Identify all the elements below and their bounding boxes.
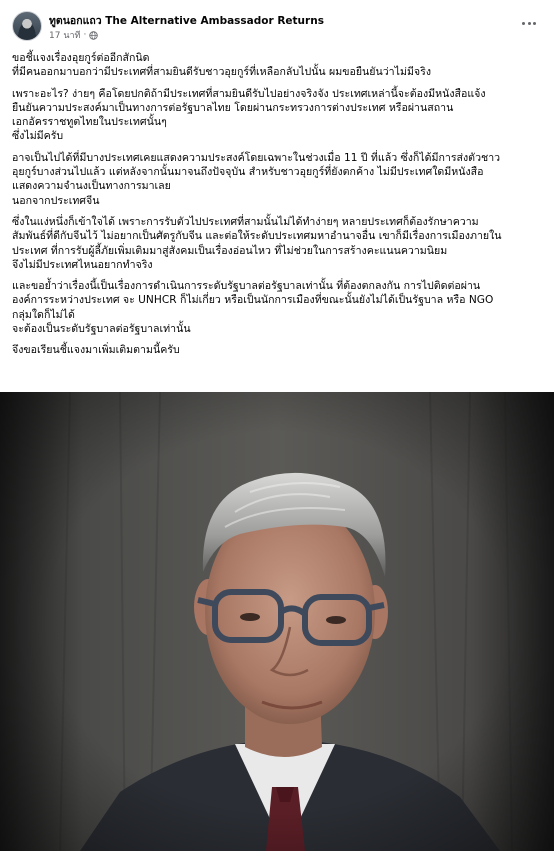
text-line: แสดงความจำนงเป็นทางการมาเลย xyxy=(12,180,171,193)
text-line: จึงไม่มีประเทศไหนอยากทำจริง xyxy=(12,258,153,271)
text-line: จะต้องเป็นระดับรัฐบาลต่อรัฐบาลเท่านั้น xyxy=(12,323,191,336)
paragraph xyxy=(12,279,544,336)
portrait-photo xyxy=(0,392,554,851)
text-line: องค์การระหว่างประเทศ จะ UNHCR ก็ไม่เกี่ยว หรือเป็นนักการเมืองที่ขณะนั้นยังไม่ได้เป็นรัฐบาล หรือ NGO xyxy=(12,294,494,307)
text-line: จึงขอเรียนชี้แจงมาเพิ่มเติมตามนี้ครับ xyxy=(12,344,180,357)
post-photo[interactable] xyxy=(0,392,554,851)
text-line: อุยกูร์บางส่วนไปแล้ว แต่หลังจากนั้นมาจนถึงปัจจุบัน สำหรับชาวอุยกูร์ที่ยังตกค้าง ไม่มีประเทศใดมีหนังสือ xyxy=(12,166,484,179)
text-line: นอกจากประเทศจีน xyxy=(12,194,100,207)
text-line: สัมพันธ์ที่ดีกับจีนไว้ ไม่อยากเป็นศัตรูกับจีน และต่อให้ระดับประเทศมหาอำนาจอื่น เขาก็มีเรื่องการเมืองภายใน xyxy=(12,230,502,243)
author-avatar[interactable] xyxy=(12,11,42,41)
more-options-icon-dot xyxy=(522,22,525,25)
paragraph xyxy=(12,151,544,208)
author-name[interactable]: ทูตนอกแถว The Alternative Ambassador Returns xyxy=(49,15,324,27)
paragraph xyxy=(12,87,544,144)
more-options-icon-dot xyxy=(528,22,531,25)
globe-icon xyxy=(89,31,98,40)
more-options-button[interactable] xyxy=(518,14,540,32)
paragraph xyxy=(12,51,544,80)
text-line: เพราะอะไร? ง่ายๆ คือโดยปกติถ้ามีประเทศที่สามยินดีรับไปอย่างจริงจัง ประเทศเหล่านี้จะต้องมีหนังสือแจ้ง xyxy=(12,87,486,100)
more-options-icon-dot xyxy=(533,22,536,25)
text-line: ประเทศ ที่การรับผู้ลี้ภัยเพิ่มเติมมาสู่สังคมเป็นเรื่องอ่อนไหว ที่ไม่ช่วยในการสร้างคะแนนความนิยม xyxy=(12,244,448,257)
text-line: ยืนยันความประสงค์มาเป็นทางการต่อรัฐบาลไทย โดยผ่านกระทรวงการต่างประเทศ หรือผ่านสถาน xyxy=(12,101,454,114)
text-line: ซึ่งไม่มีครับ xyxy=(12,130,64,143)
post-meta xyxy=(49,28,98,42)
post-header xyxy=(0,0,554,48)
paragraph xyxy=(12,343,544,357)
text-line: อาจเป็นไปได้ที่มีบางประเทศเคยแสดงความประสงค์โดยเฉพาะในช่วงเมื่อ 11 ปี ที่แล้ว ซึ่งก็ได้มีการส่งตัวชาว xyxy=(12,151,501,164)
author-name-link[interactable] xyxy=(49,12,324,29)
text-line: ที่มีคนออกมาบอกว่ามีประเทศที่สามยินดีรับชาวอุยกูร์ที่เหลือกลับไปนั้น ผมขอยืนยันว่าไม่มีจริง xyxy=(12,66,431,79)
meta-separator: · xyxy=(83,30,87,40)
paragraph xyxy=(12,215,544,272)
text-line: ขอชี้แจงเรื่องอุยกูร์ต่ออีกสักนิด xyxy=(12,52,150,64)
post-timestamp[interactable]: 17 นาที xyxy=(49,31,81,41)
text-line: กลุ่มใดก็ไม่ได้ xyxy=(12,308,75,321)
post-text xyxy=(12,51,544,365)
text-line: เอกอัครราชทูตไทยในประเทศนั้นๆ xyxy=(12,116,167,129)
text-line: และขอย้ำว่าเรื่องนี้เป็นเรื่องการดำเนินการระดับรัฐบาลต่อรัฐบาลเท่านั้น ที่ต้องตกลงกัน การไปติดต่อผ่าน xyxy=(12,280,481,293)
text-line: ซึ่งในแง่หนึ่งก็เข้าใจได้ เพราะการรับตัวไปประเทศที่สามนั้นไม่ได้ทำง่ายๆ หลายประเทศก็ต้องรักษาความ xyxy=(12,215,479,228)
